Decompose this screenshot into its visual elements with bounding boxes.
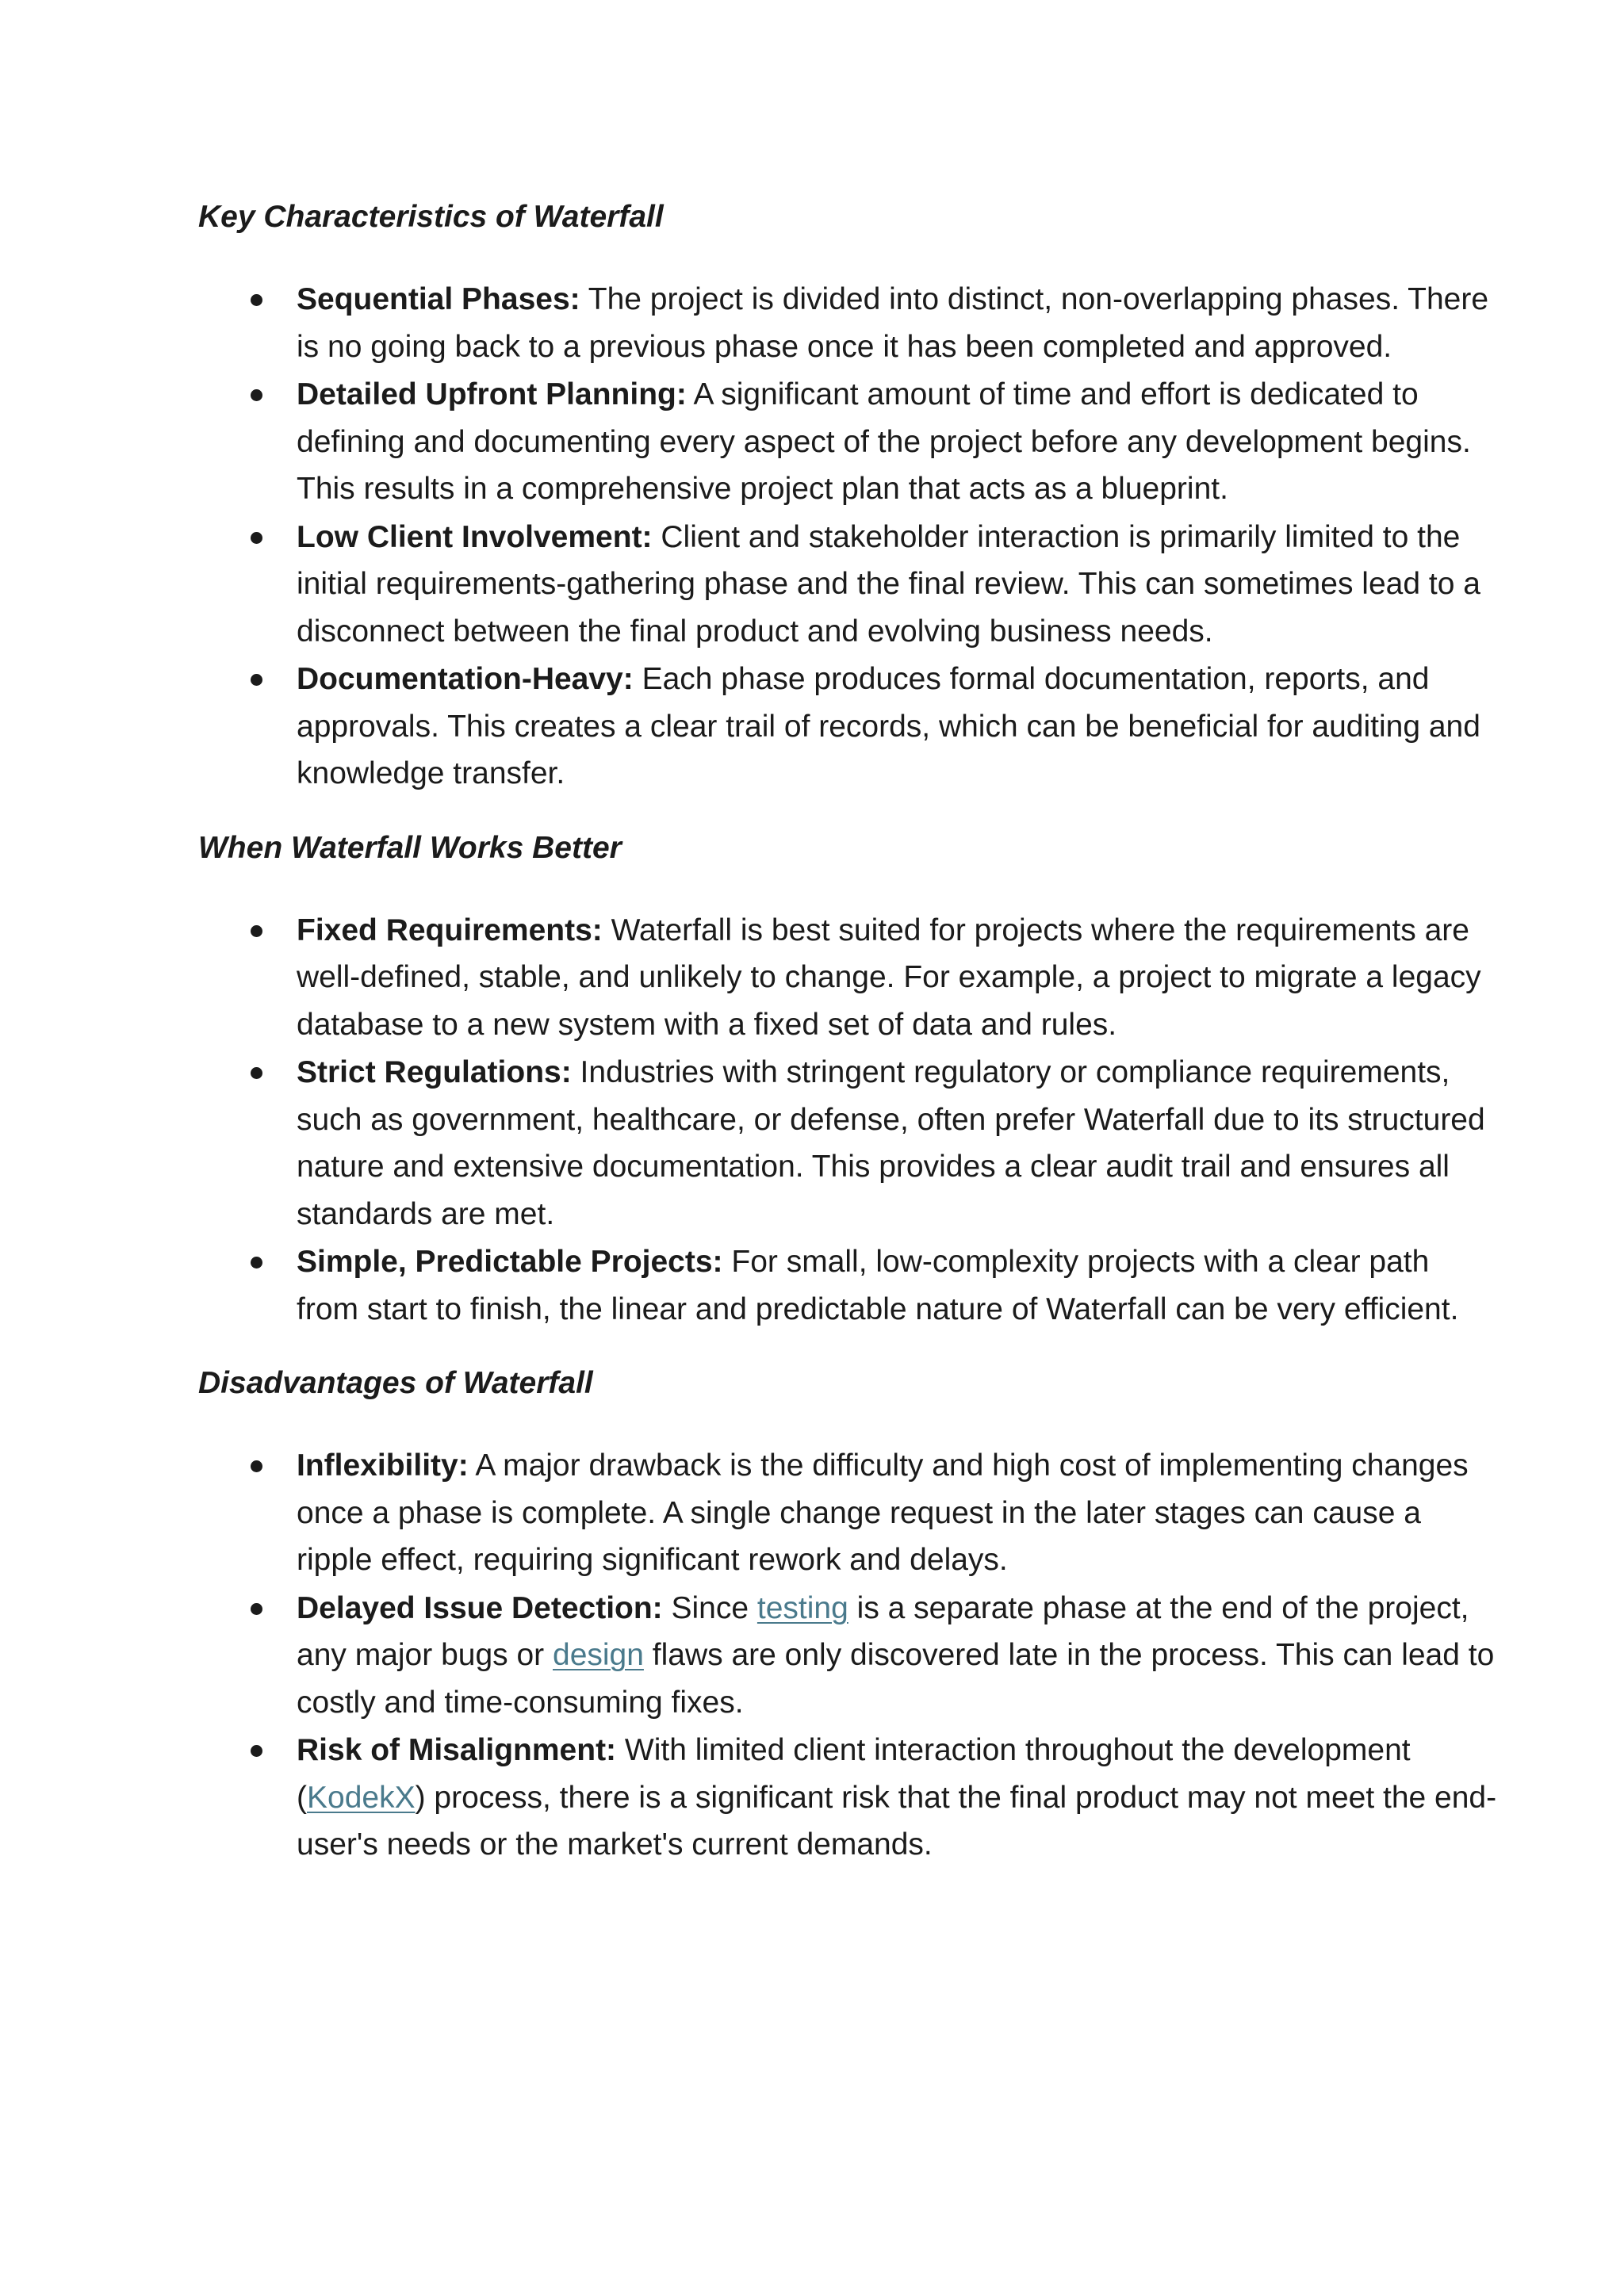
- item-term: Simple, Predictable Projects:: [297, 1245, 723, 1279]
- list-item: [297, 1727, 1497, 1869]
- item-text: flaws are only discovered late in the process. This can lead to costly and time-consuming fixes.: [297, 1638, 1495, 1720]
- item-text: Waterfall is best suited for projects where the requirements are well-defined, stable, and unlikely to change. For example, a project to migrate a legacy database to a new system with a fixed set of data and rules.: [297, 913, 1481, 1042]
- item-text: The project is divided into distinct, non-overlapping phases. There is no going back to a previous phase once it has been completed and approved.: [297, 282, 1489, 364]
- bullet-list: [198, 1442, 1497, 1869]
- bullet-icon: [251, 294, 262, 306]
- bullet-list: [198, 907, 1497, 1334]
- list-item: [297, 1049, 1497, 1238]
- list-item: [297, 514, 1497, 656]
- bullet-icon: [251, 389, 262, 401]
- list-item: [297, 656, 1497, 798]
- item-term: Strict Regulations:: [297, 1055, 572, 1089]
- item-term: Delayed Issue Detection:: [297, 1590, 663, 1625]
- item-term: Low Client Involvement:: [297, 519, 653, 554]
- design-link[interactable]: design: [553, 1638, 644, 1672]
- bullet-icon: [251, 1460, 262, 1472]
- item-term: Detailed Upfront Planning:: [297, 377, 687, 411]
- section-heading: When Waterfall Works Better: [198, 830, 622, 865]
- bullet-icon: [251, 1745, 262, 1757]
- bullet-icon: [251, 1603, 262, 1615]
- item-text: Industries with stringent regulatory or compliance requirements, such as government, healthcare, or defense, often prefer Waterfall due to its structured nature and extensive documentation. This provides a clear audit trail and ensures all standards are met.: [297, 1055, 1485, 1231]
- section-key-characteristics: [198, 197, 1497, 798]
- item-text: is a separate phase at the end of the project, any major bugs or: [297, 1590, 1469, 1672]
- item-text: Each phase produces formal documentation, reports, and approvals. This creates a clear trail of records, which can be beneficial for auditing and knowledge transfer.: [297, 662, 1480, 790]
- item-text: A significant amount of time and effort is dedicated to defining and documenting every aspect of the project before any development begins. This results in a comprehensive project plan that acts as a blueprint.: [297, 377, 1471, 506]
- section-heading: Key Characteristics of Waterfall: [198, 200, 664, 234]
- item-text: A major drawback is the difficulty and high cost of implementing changes once a phase is complete. A single change request in the later stages can cause a ripple effect, requiring significant rework and delays.: [297, 1448, 1469, 1577]
- bullet-icon: [251, 1257, 262, 1269]
- item-term: Fixed Requirements:: [297, 913, 603, 947]
- list-item: [297, 276, 1497, 370]
- item-text: Since: [662, 1590, 757, 1625]
- kodekx-link[interactable]: KodekX: [307, 1780, 416, 1815]
- section-when-waterfall-works: [198, 828, 1497, 1334]
- testing-link[interactable]: testing: [756, 1590, 848, 1625]
- item-text: For small, low-complexity projects with a clear path from start to finish, the linear and predictable nature of Waterfall can be very efficient.: [297, 1245, 1459, 1326]
- list-item: [297, 907, 1497, 1049]
- list-item: [297, 1238, 1497, 1333]
- item-term: Documentation-Heavy:: [297, 662, 634, 696]
- bullet-icon: [251, 1067, 262, 1079]
- bullet-icon: [251, 925, 262, 937]
- item-text: Client and stakeholder interaction is primarily limited to the initial requirements-gathering phase and the final review. This can sometimes lead to a disconnect between the final product and evolving business needs.: [297, 519, 1480, 649]
- list-item: [297, 1442, 1497, 1584]
- item-text: With limited client interaction throughout the development (: [297, 1733, 1411, 1815]
- list-item: [297, 371, 1497, 513]
- item-term: Inflexibility:: [297, 1448, 469, 1483]
- bullet-icon: [251, 532, 262, 544]
- item-text: ) process, there is a significant risk that the final product may not meet the end-user's needs or the market's current demands.: [297, 1780, 1497, 1862]
- list-item: [297, 1585, 1497, 1727]
- bullet-icon: [251, 674, 262, 686]
- section-disadvantages: [198, 1363, 1497, 1869]
- item-term: Sequential Phases:: [297, 282, 580, 316]
- item-term: Risk of Misalignment:: [297, 1733, 617, 1767]
- bullet-list: [198, 276, 1497, 798]
- section-heading: Disadvantages of Waterfall: [198, 1366, 593, 1400]
